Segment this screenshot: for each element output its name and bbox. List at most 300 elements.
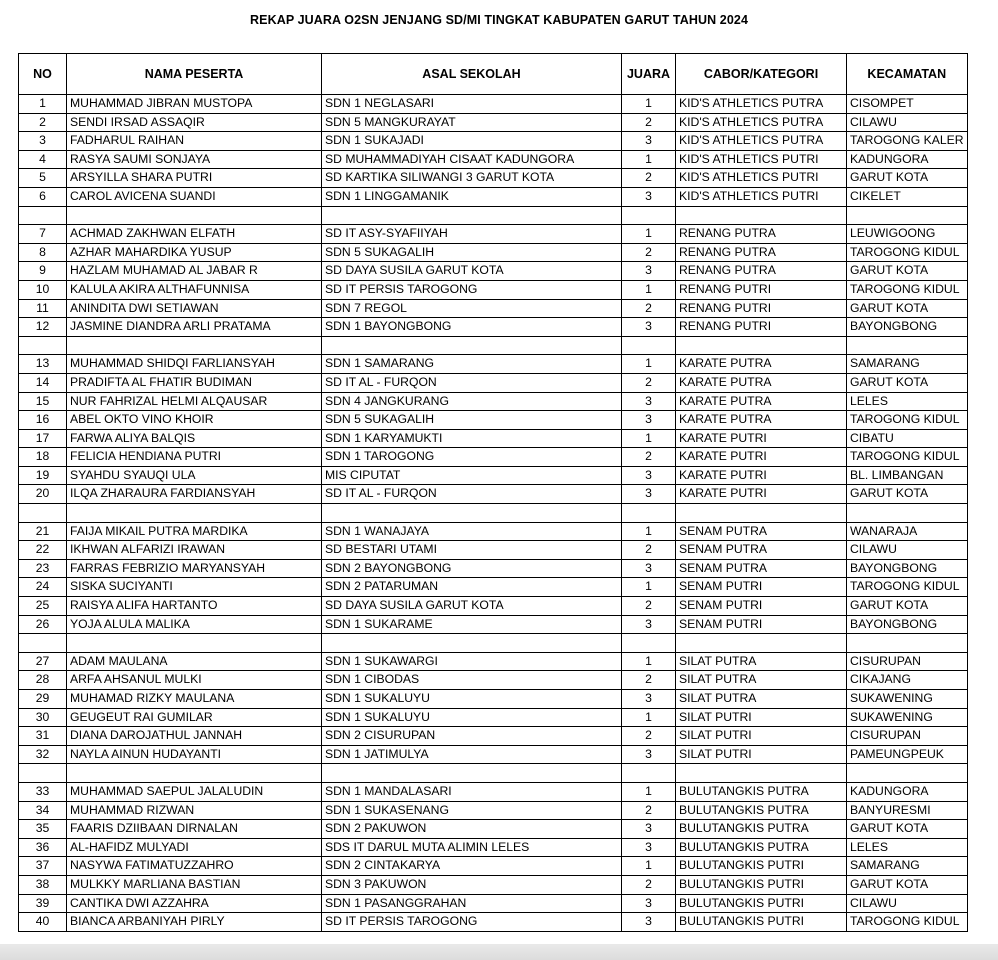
- cell-no: 31: [19, 727, 67, 746]
- cell-juara: 2: [622, 597, 676, 616]
- cell-no: 15: [19, 392, 67, 411]
- cell-cabor-kategori: KARATE PUTRA: [676, 392, 847, 411]
- table-row: [19, 875, 968, 894]
- empty-cell: [847, 764, 968, 783]
- cell-nama-peserta: ABEL OKTO VINO KHOIR: [67, 411, 322, 430]
- cell-juara: 2: [622, 671, 676, 690]
- group-separator-row: [19, 336, 968, 355]
- cell-no: 21: [19, 522, 67, 541]
- cell-kecamatan: BAYONGBONG: [847, 615, 968, 634]
- cell-kecamatan: LELES: [847, 838, 968, 857]
- cell-juara: 3: [622, 690, 676, 709]
- cell-asal-sekolah: SDN 5 SUKAGALIH: [322, 243, 622, 262]
- cell-cabor-kategori: SENAM PUTRI: [676, 578, 847, 597]
- table-row: [19, 485, 968, 504]
- cell-no: 13: [19, 355, 67, 374]
- header-cabor-kategori: CABOR/KATEGORI: [676, 54, 847, 95]
- cell-cabor-kategori: SILAT PUTRI: [676, 708, 847, 727]
- cell-juara: 2: [622, 727, 676, 746]
- cell-asal-sekolah: SDN 5 SUKAGALIH: [322, 411, 622, 430]
- cell-nama-peserta: HAZLAM MUHAMAD AL JABAR R: [67, 262, 322, 281]
- cell-cabor-kategori: SENAM PUTRA: [676, 541, 847, 560]
- cell-juara: 1: [622, 782, 676, 801]
- cell-no: 35: [19, 820, 67, 839]
- cell-cabor-kategori: SENAM PUTRA: [676, 522, 847, 541]
- table-row: [19, 894, 968, 913]
- cell-juara: 2: [622, 801, 676, 820]
- cell-juara: 3: [622, 745, 676, 764]
- cell-juara: 3: [622, 466, 676, 485]
- cell-kecamatan: GARUT KOTA: [847, 373, 968, 392]
- table-row: [19, 150, 968, 169]
- table-row: [19, 262, 968, 281]
- cell-cabor-kategori: KID'S ATHLETICS PUTRI: [676, 169, 847, 188]
- group-separator-row: [19, 504, 968, 523]
- table-row: [19, 671, 968, 690]
- cell-no: 34: [19, 801, 67, 820]
- table-row: [19, 243, 968, 262]
- cell-kecamatan: TAROGONG KIDUL: [847, 280, 968, 299]
- empty-cell: [676, 336, 847, 355]
- cell-nama-peserta: MUHAMMAD SAEPUL JALALUDIN: [67, 782, 322, 801]
- cell-kecamatan: GARUT KOTA: [847, 597, 968, 616]
- cell-no: 19: [19, 466, 67, 485]
- cell-juara: 2: [622, 448, 676, 467]
- cell-no: 18: [19, 448, 67, 467]
- cell-nama-peserta: MUHAMMAD JIBRAN MUSTOPA: [67, 95, 322, 114]
- cell-kecamatan: LELES: [847, 392, 968, 411]
- cell-kecamatan: BL. LIMBANGAN: [847, 466, 968, 485]
- cell-kecamatan: GARUT KOTA: [847, 485, 968, 504]
- cell-juara: 3: [622, 615, 676, 634]
- cell-nama-peserta: AZHAR MAHARDIKA YUSUP: [67, 243, 322, 262]
- table-row: [19, 708, 968, 727]
- cell-asal-sekolah: SDN 1 SUKALUYU: [322, 708, 622, 727]
- cell-asal-sekolah: SD KARTIKA SILIWANGI 3 GARUT KOTA: [322, 169, 622, 188]
- cell-cabor-kategori: SILAT PUTRI: [676, 727, 847, 746]
- cell-nama-peserta: KALULA AKIRA ALTHAFUNNISA: [67, 280, 322, 299]
- cell-cabor-kategori: KARATE PUTRI: [676, 466, 847, 485]
- cell-no: 22: [19, 541, 67, 560]
- empty-cell: [622, 206, 676, 225]
- cell-nama-peserta: MUHAMMAD RIZWAN: [67, 801, 322, 820]
- cell-nama-peserta: NUR FAHRIZAL HELMI ALQAUSAR: [67, 392, 322, 411]
- empty-cell: [622, 504, 676, 523]
- cell-juara: 1: [622, 578, 676, 597]
- cell-kecamatan: LEUWIGOONG: [847, 225, 968, 244]
- cell-asal-sekolah: SD DAYA SUSILA GARUT KOTA: [322, 262, 622, 281]
- cell-nama-peserta: ADAM MAULANA: [67, 652, 322, 671]
- cell-kecamatan: CIBATU: [847, 429, 968, 448]
- cell-asal-sekolah: SDN 1 LINGGAMANIK: [322, 187, 622, 206]
- table-row: [19, 838, 968, 857]
- header-no: NO: [19, 54, 67, 95]
- cell-kecamatan: SUKAWENING: [847, 690, 968, 709]
- header-kecamatan: KECAMATAN: [847, 54, 968, 95]
- cell-kecamatan: TAROGONG KIDUL: [847, 243, 968, 262]
- group-separator-row: [19, 764, 968, 783]
- cell-kecamatan: KADUNGORA: [847, 782, 968, 801]
- cell-no: 40: [19, 913, 67, 932]
- cell-asal-sekolah: SDN 7 REGOL: [322, 299, 622, 318]
- cell-cabor-kategori: BULUTANGKIS PUTRI: [676, 857, 847, 876]
- cell-nama-peserta: SISKA SUCIYANTI: [67, 578, 322, 597]
- cell-no: 23: [19, 559, 67, 578]
- cell-no: 1: [19, 95, 67, 114]
- cell-juara: 3: [622, 392, 676, 411]
- cell-cabor-kategori: RENANG PUTRI: [676, 318, 847, 337]
- cell-asal-sekolah: SDN 4 JANGKURANG: [322, 392, 622, 411]
- cell-asal-sekolah: SDN 1 BAYONGBONG: [322, 318, 622, 337]
- cell-no: 4: [19, 150, 67, 169]
- cell-juara: 1: [622, 857, 676, 876]
- cell-no: 3: [19, 132, 67, 151]
- cell-cabor-kategori: BULUTANGKIS PUTRA: [676, 782, 847, 801]
- cell-nama-peserta: SENDI IRSAD ASSAQIR: [67, 113, 322, 132]
- table-row: [19, 448, 968, 467]
- cell-cabor-kategori: RENANG PUTRA: [676, 225, 847, 244]
- empty-cell: [622, 634, 676, 653]
- cell-juara: 3: [622, 559, 676, 578]
- cell-cabor-kategori: KARATE PUTRA: [676, 373, 847, 392]
- cell-nama-peserta: ARSYILLA SHARA PUTRI: [67, 169, 322, 188]
- cell-kecamatan: SAMARANG: [847, 857, 968, 876]
- cell-asal-sekolah: SDN 1 SUKASENANG: [322, 801, 622, 820]
- cell-kecamatan: PAMEUNGPEUK: [847, 745, 968, 764]
- empty-cell: [676, 634, 847, 653]
- empty-cell: [676, 504, 847, 523]
- cell-asal-sekolah: SDN 1 SAMARANG: [322, 355, 622, 374]
- cell-cabor-kategori: BULUTANGKIS PUTRI: [676, 894, 847, 913]
- cell-asal-sekolah: SDN 5 MANGKURAYAT: [322, 113, 622, 132]
- cell-nama-peserta: FAIJA MIKAIL PUTRA MARDIKA: [67, 522, 322, 541]
- table-row: [19, 169, 968, 188]
- cell-kecamatan: CILAWU: [847, 541, 968, 560]
- cell-no: 14: [19, 373, 67, 392]
- cell-asal-sekolah: SD IT PERSIS TAROGONG: [322, 913, 622, 932]
- cell-nama-peserta: ILQA ZHARAURA FARDIANSYAH: [67, 485, 322, 504]
- cell-no: 6: [19, 187, 67, 206]
- cell-juara: 3: [622, 411, 676, 430]
- empty-cell: [676, 206, 847, 225]
- cell-nama-peserta: GEUGEUT RAI GUMILAR: [67, 708, 322, 727]
- empty-cell: [67, 336, 322, 355]
- empty-cell: [322, 504, 622, 523]
- cell-asal-sekolah: SD IT PERSIS TAROGONG: [322, 280, 622, 299]
- table-row: [19, 373, 968, 392]
- cell-cabor-kategori: RENANG PUTRA: [676, 262, 847, 281]
- cell-asal-sekolah: SDN 1 CIBODAS: [322, 671, 622, 690]
- cell-asal-sekolah: SD IT ASY-SYAFIIYAH: [322, 225, 622, 244]
- cell-asal-sekolah: SDN 1 WANAJAYA: [322, 522, 622, 541]
- table-row: [19, 690, 968, 709]
- empty-cell: [19, 336, 67, 355]
- cell-nama-peserta: CANTIKA DWI AZZAHRA: [67, 894, 322, 913]
- cell-nama-peserta: NASYWA FATIMATUZZAHRO: [67, 857, 322, 876]
- cell-kecamatan: TAROGONG KIDUL: [847, 578, 968, 597]
- cell-nama-peserta: MULKKY MARLIANA BASTIAN: [67, 875, 322, 894]
- empty-cell: [676, 764, 847, 783]
- empty-cell: [67, 634, 322, 653]
- cell-juara: 2: [622, 373, 676, 392]
- cell-no: 39: [19, 894, 67, 913]
- cell-asal-sekolah: SDN 2 CINTAKARYA: [322, 857, 622, 876]
- cell-asal-sekolah: SDN 2 PAKUWON: [322, 820, 622, 839]
- document-title: REKAP JUARA O2SN JENJANG SD/MI TINGKAT KABUPATEN GARUT TAHUN 2024: [250, 13, 748, 27]
- cell-cabor-kategori: KID'S ATHLETICS PUTRA: [676, 132, 847, 151]
- cell-no: 2: [19, 113, 67, 132]
- empty-cell: [67, 206, 322, 225]
- cell-asal-sekolah: SDN 1 MANDALASARI: [322, 782, 622, 801]
- cell-nama-peserta: RASYA SAUMI SONJAYA: [67, 150, 322, 169]
- table-row: [19, 541, 968, 560]
- cell-cabor-kategori: BULUTANGKIS PUTRA: [676, 838, 847, 857]
- cell-nama-peserta: DIANA DAROJATHUL JANNAH: [67, 727, 322, 746]
- table-row: [19, 429, 968, 448]
- cell-asal-sekolah: SDN 2 BAYONGBONG: [322, 559, 622, 578]
- cell-juara: 1: [622, 708, 676, 727]
- cell-cabor-kategori: KARATE PUTRA: [676, 355, 847, 374]
- cell-juara: 1: [622, 429, 676, 448]
- cell-kecamatan: WANARAJA: [847, 522, 968, 541]
- cell-asal-sekolah: SDN 1 SUKAJADI: [322, 132, 622, 151]
- cell-nama-peserta: RAISYA ALIFA HARTANTO: [67, 597, 322, 616]
- cell-cabor-kategori: SILAT PUTRI: [676, 745, 847, 764]
- cell-juara: 3: [622, 913, 676, 932]
- cell-asal-sekolah: SDN 1 JATIMULYA: [322, 745, 622, 764]
- cell-kecamatan: KADUNGORA: [847, 150, 968, 169]
- cell-cabor-kategori: BULUTANGKIS PUTRI: [676, 913, 847, 932]
- cell-cabor-kategori: KARATE PUTRI: [676, 485, 847, 504]
- cell-kecamatan: CIKELET: [847, 187, 968, 206]
- table-row: [19, 95, 968, 114]
- cell-no: 27: [19, 652, 67, 671]
- table-row: [19, 318, 968, 337]
- cell-juara: 1: [622, 355, 676, 374]
- cell-asal-sekolah: SDN 1 SUKAWARGI: [322, 652, 622, 671]
- table-row: [19, 132, 968, 151]
- cell-no: 32: [19, 745, 67, 764]
- table-row: [19, 820, 968, 839]
- cell-no: 8: [19, 243, 67, 262]
- cell-asal-sekolah: SDN 2 PATARUMAN: [322, 578, 622, 597]
- cell-nama-peserta: FARRAS FEBRIZIO MARYANSYAH: [67, 559, 322, 578]
- cell-no: 33: [19, 782, 67, 801]
- cell-kecamatan: CILAWU: [847, 113, 968, 132]
- cell-juara: 1: [622, 225, 676, 244]
- cell-cabor-kategori: BULUTANGKIS PUTRA: [676, 801, 847, 820]
- cell-nama-peserta: FARWA ALIYA BALQIS: [67, 429, 322, 448]
- cell-nama-peserta: FAARIS DZIIBAAN DIRNALAN: [67, 820, 322, 839]
- empty-cell: [67, 764, 322, 783]
- results-table: [18, 53, 968, 932]
- cell-no: 28: [19, 671, 67, 690]
- cell-asal-sekolah: SDN 2 CISURUPAN: [322, 727, 622, 746]
- group-separator-row: [19, 206, 968, 225]
- cell-cabor-kategori: KARATE PUTRA: [676, 411, 847, 430]
- table-row: [19, 597, 968, 616]
- cell-juara: 3: [622, 894, 676, 913]
- cell-asal-sekolah: SDN 1 NEGLASARI: [322, 95, 622, 114]
- cell-asal-sekolah: SDN 3 PAKUWON: [322, 875, 622, 894]
- cell-cabor-kategori: SENAM PUTRI: [676, 615, 847, 634]
- empty-cell: [67, 504, 322, 523]
- empty-cell: [322, 206, 622, 225]
- empty-cell: [847, 634, 968, 653]
- table-row: [19, 652, 968, 671]
- cell-juara: 3: [622, 187, 676, 206]
- cell-kecamatan: BANYURESMI: [847, 801, 968, 820]
- cell-juara: 1: [622, 280, 676, 299]
- table-row: [19, 745, 968, 764]
- table-row: [19, 411, 968, 430]
- table-row: [19, 559, 968, 578]
- table-row: [19, 187, 968, 206]
- cell-asal-sekolah: SD IT AL - FURQON: [322, 485, 622, 504]
- cell-asal-sekolah: SDS IT DARUL MUTA ALIMIN LELES: [322, 838, 622, 857]
- cell-asal-sekolah: SDN 1 SUKALUYU: [322, 690, 622, 709]
- cell-asal-sekolah: SDN 1 SUKARAME: [322, 615, 622, 634]
- header-asal-sekolah: ASAL SEKOLAH: [322, 54, 622, 95]
- cell-cabor-kategori: RENANG PUTRI: [676, 299, 847, 318]
- empty-cell: [847, 504, 968, 523]
- cell-juara: 2: [622, 243, 676, 262]
- cell-cabor-kategori: SENAM PUTRI: [676, 597, 847, 616]
- table-row: [19, 578, 968, 597]
- cell-cabor-kategori: SILAT PUTRA: [676, 690, 847, 709]
- cell-nama-peserta: CAROL AVICENA SUANDI: [67, 187, 322, 206]
- cell-kecamatan: BAYONGBONG: [847, 559, 968, 578]
- table-row: [19, 522, 968, 541]
- cell-juara: 3: [622, 485, 676, 504]
- cell-juara: 3: [622, 820, 676, 839]
- empty-cell: [622, 764, 676, 783]
- cell-nama-peserta: FELICIA HENDIANA PUTRI: [67, 448, 322, 467]
- cell-nama-peserta: YOJA ALULA MALIKA: [67, 615, 322, 634]
- cell-kecamatan: CILAWU: [847, 894, 968, 913]
- cell-cabor-kategori: SILAT PUTRA: [676, 652, 847, 671]
- cell-asal-sekolah: SDN 1 KARYAMUKTI: [322, 429, 622, 448]
- cell-nama-peserta: ACHMAD ZAKHWAN ELFATH: [67, 225, 322, 244]
- table-row: [19, 857, 968, 876]
- cell-cabor-kategori: KARATE PUTRI: [676, 429, 847, 448]
- cell-kecamatan: CISURUPAN: [847, 727, 968, 746]
- cell-no: 7: [19, 225, 67, 244]
- empty-cell: [19, 206, 67, 225]
- cell-no: 12: [19, 318, 67, 337]
- cell-nama-peserta: BIANCA ARBANIYAH PIRLY: [67, 913, 322, 932]
- cell-cabor-kategori: KID'S ATHLETICS PUTRA: [676, 95, 847, 114]
- cell-kecamatan: TAROGONG KALER: [847, 132, 968, 151]
- group-separator-row: [19, 634, 968, 653]
- empty-cell: [19, 764, 67, 783]
- cell-kecamatan: CISURUPAN: [847, 652, 968, 671]
- cell-nama-peserta: PRADIFTA AL FHATIR BUDIMAN: [67, 373, 322, 392]
- cell-juara: 3: [622, 262, 676, 281]
- cell-nama-peserta: IKHWAN ALFARIZI IRAWAN: [67, 541, 322, 560]
- cell-nama-peserta: MUHAMAD RIZKY MAULANA: [67, 690, 322, 709]
- header-nama-peserta: NAMA PESERTA: [67, 54, 322, 95]
- header-juara: JUARA: [622, 54, 676, 95]
- cell-asal-sekolah: SD DAYA SUSILA GARUT KOTA: [322, 597, 622, 616]
- cell-cabor-kategori: KID'S ATHLETICS PUTRI: [676, 187, 847, 206]
- empty-cell: [322, 336, 622, 355]
- cell-kecamatan: SAMARANG: [847, 355, 968, 374]
- cell-cabor-kategori: KARATE PUTRI: [676, 448, 847, 467]
- table-row: [19, 355, 968, 374]
- cell-cabor-kategori: BULUTANGKIS PUTRA: [676, 820, 847, 839]
- cell-no: 10: [19, 280, 67, 299]
- empty-cell: [19, 504, 67, 523]
- cell-asal-sekolah: SD BESTARI UTAMI: [322, 541, 622, 560]
- cell-no: 26: [19, 615, 67, 634]
- cell-asal-sekolah: SDN 1 PASANGGRAHAN: [322, 894, 622, 913]
- cell-nama-peserta: AL-HAFIDZ MULYADI: [67, 838, 322, 857]
- cell-juara: 1: [622, 95, 676, 114]
- empty-cell: [19, 634, 67, 653]
- table-row: [19, 913, 968, 932]
- cell-asal-sekolah: SD IT AL - FURQON: [322, 373, 622, 392]
- cell-no: 37: [19, 857, 67, 876]
- cell-asal-sekolah: MIS CIPUTAT: [322, 466, 622, 485]
- cell-cabor-kategori: KID'S ATHLETICS PUTRI: [676, 150, 847, 169]
- cell-no: 16: [19, 411, 67, 430]
- cell-no: 36: [19, 838, 67, 857]
- cell-juara: 3: [622, 132, 676, 151]
- table-header-row: [19, 54, 968, 95]
- cell-juara: 3: [622, 318, 676, 337]
- cell-cabor-kategori: KID'S ATHLETICS PUTRA: [676, 113, 847, 132]
- empty-cell: [622, 336, 676, 355]
- cell-no: 9: [19, 262, 67, 281]
- page-bottom-edge: [0, 944, 998, 960]
- cell-kecamatan: TAROGONG KIDUL: [847, 411, 968, 430]
- cell-kecamatan: BAYONGBONG: [847, 318, 968, 337]
- table-row: [19, 801, 968, 820]
- cell-kecamatan: TAROGONG KIDUL: [847, 913, 968, 932]
- cell-asal-sekolah: SD MUHAMMADIYAH CISAAT KADUNGORA: [322, 150, 622, 169]
- cell-no: 38: [19, 875, 67, 894]
- cell-no: 24: [19, 578, 67, 597]
- table-row: [19, 782, 968, 801]
- cell-nama-peserta: JASMINE DIANDRA ARLI PRATAMA: [67, 318, 322, 337]
- cell-cabor-kategori: SILAT PUTRA: [676, 671, 847, 690]
- cell-no: 25: [19, 597, 67, 616]
- cell-juara: 2: [622, 169, 676, 188]
- cell-nama-peserta: NAYLA AINUN HUDAYANTI: [67, 745, 322, 764]
- cell-nama-peserta: MUHAMMAD SHIDQI FARLIANSYAH: [67, 355, 322, 374]
- table-row: [19, 466, 968, 485]
- cell-juara: 1: [622, 150, 676, 169]
- cell-juara: 2: [622, 299, 676, 318]
- cell-nama-peserta: SYAHDU SYAUQI ULA: [67, 466, 322, 485]
- cell-nama-peserta: FADHARUL RAIHAN: [67, 132, 322, 151]
- empty-cell: [322, 764, 622, 783]
- cell-no: 5: [19, 169, 67, 188]
- cell-juara: 2: [622, 113, 676, 132]
- table-row: [19, 113, 968, 132]
- cell-cabor-kategori: RENANG PUTRI: [676, 280, 847, 299]
- cell-cabor-kategori: RENANG PUTRA: [676, 243, 847, 262]
- cell-nama-peserta: ANINDITA DWI SETIAWAN: [67, 299, 322, 318]
- cell-no: 29: [19, 690, 67, 709]
- table-row: [19, 280, 968, 299]
- empty-cell: [847, 206, 968, 225]
- cell-no: 20: [19, 485, 67, 504]
- cell-kecamatan: GARUT KOTA: [847, 820, 968, 839]
- cell-kecamatan: GARUT KOTA: [847, 299, 968, 318]
- table-row: [19, 392, 968, 411]
